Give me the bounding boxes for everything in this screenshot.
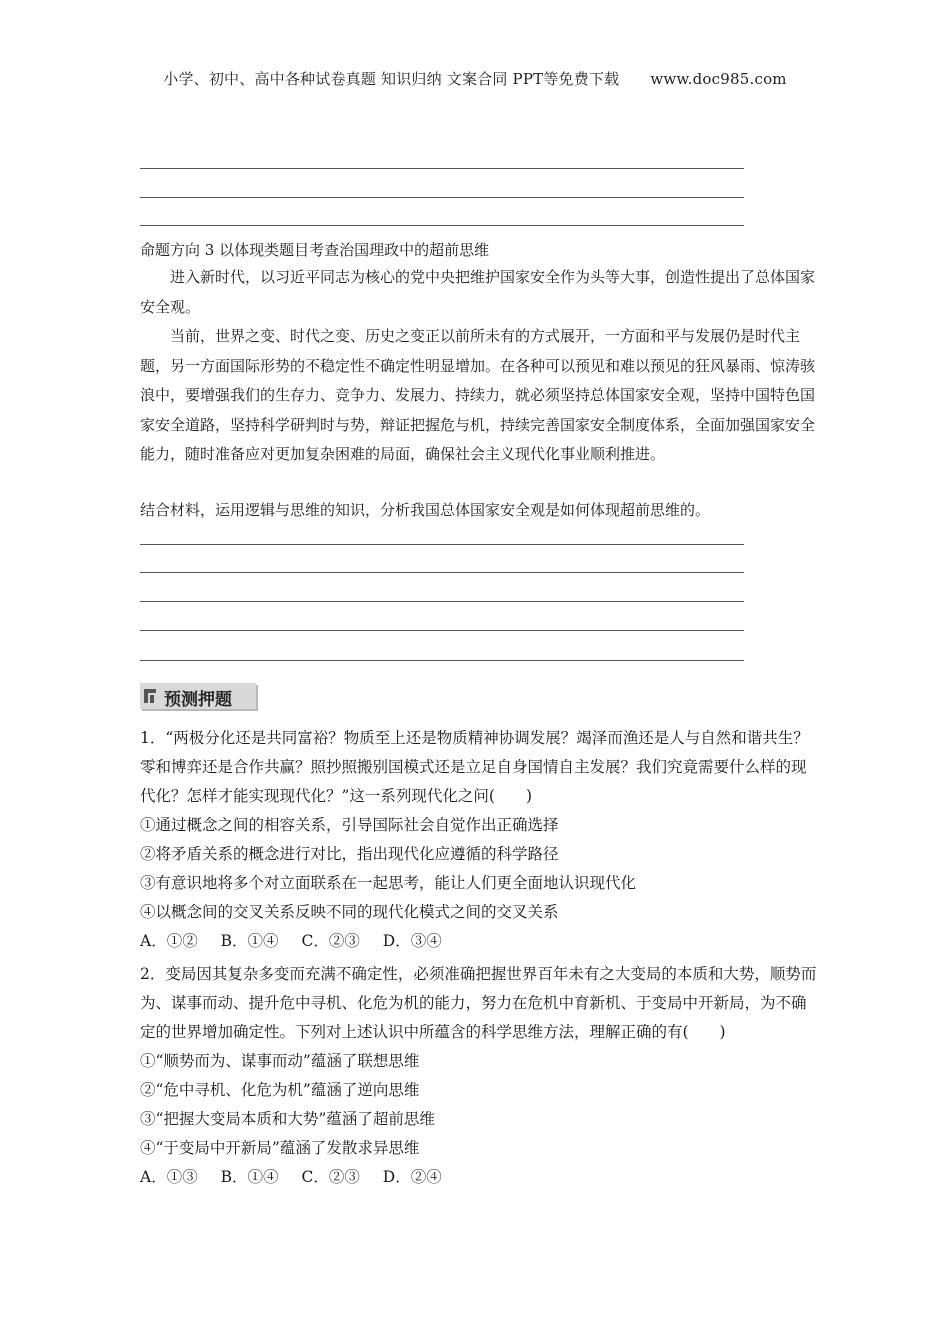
question-1 [140, 724, 820, 956]
question-1-stem: 1．“两极分化还是共同富裕？物质至上还是物质精神协调发展？竭泽而渔还是人与自然和谐共生？零和博弈还是合作共赢？照抄照搬别国模式还是立足自身国情自主发展？我们究竟需要什么样的现代化？怎样才能实现现代化？”这一系列现代化之问( ) [140, 729, 809, 805]
question-1-item: ④以概念间的交叉关系反映不同的现代化模式之间的交叉关系 [140, 903, 559, 921]
analysis-question: 结合材料，运用逻辑与思维的知识，分析我国总体国家安全观是如何体现超前思维的。 [140, 501, 711, 519]
question-2-stem: 2．变局因其复杂多变而充满不确定性，必须准确把握世界百年未有之大变局的本质和大势，顺势而为、谋事而动、提升危中寻机、化危为机的能力，努力在危机中育新机、于变局中开新局，为不确定的世界增加确定性。下列对上述认识中所蕴含的科学思维方法，理解正确的有( ) [140, 965, 817, 1041]
question-2-item: ②“危中寻机、化危为机”蕴涵了逆向思维 [140, 1081, 420, 1099]
material-paragraph-2: 当前，世界之变、时代之变、历史之变正以前所未有的方式展开，一方面和平与发展仍是时代主题，另一方面国际形势的不稳定性不确定性明显增加。在各种可以预见和难以预见的狂风暴雨、惊涛骇浪中，要增强我们的生存力、竞争力、发展力、持续力，就必须坚持总体国家安全观，坚持中国特色国家安全道路，坚持科学研判时与势，辩证把握危与机，持续完善国家安全制度体系，全面加强国家安全能力，随时准备应对更加复杂困难的局面，确保社会主义现代化事业顺利推进。 [140, 327, 816, 463]
answer-line [140, 601, 744, 602]
material-block [140, 263, 820, 470]
question-2 [140, 960, 820, 1192]
option-d: D．②④ [382, 1168, 442, 1186]
section-header [140, 683, 256, 709]
answer-line [140, 630, 744, 631]
option-d: D．③④ [382, 932, 442, 950]
answer-line [140, 572, 744, 573]
option-b: B．①④ [220, 1168, 279, 1186]
header-text: 小学、初中、高中各种试卷真题 知识归纳 文案合同 PPT等免费下载 [163, 70, 620, 88]
question-2-item: ①“顺势而为、谋事而动”蕴涵了联想思维 [140, 1052, 420, 1070]
question-1-item: ②将矛盾关系的概念进行对比，指出现代化应遵循的科学路径 [140, 845, 559, 863]
answer-line [140, 660, 744, 661]
option-a: A．①② [140, 932, 198, 950]
page-header [0, 68, 950, 89]
question-1-item: ③有意识地将多个对立面联系在一起思考，能让人们更全面地认识现代化 [140, 874, 637, 892]
header-site: www.doc985.com [650, 70, 787, 88]
option-c: C．②③ [301, 1168, 360, 1186]
material-paragraph-1: 进入新时代，以习近平同志为核心的党中央把维护国家安全作为头等大事，创造性提出了总体国家安全观。 [140, 268, 816, 316]
question-2-item: ③“把握大变局本质和大势”蕴涵了超前思维 [140, 1110, 435, 1128]
option-a: A．①③ [140, 1168, 198, 1186]
answer-line [140, 544, 744, 545]
answer-line [140, 197, 744, 198]
option-c: C．②③ [301, 932, 360, 950]
section-title: 预测押题 [164, 690, 232, 710]
answer-line [140, 168, 744, 169]
option-b: B．①④ [220, 932, 279, 950]
question-2-item: ④“于变局中开新局”蕴涵了发散求异思维 [140, 1139, 420, 1157]
direction-title: 命题方向 3 以体现类题目考查治国理政中的超前思维 [140, 241, 490, 259]
section-mark-icon [144, 689, 156, 703]
question-1-item: ①通过概念之间的相容关系，引导国际社会自觉作出正确选择 [140, 816, 559, 834]
answer-line [140, 225, 744, 226]
question-1-options [140, 927, 820, 956]
question-2-options [140, 1163, 820, 1192]
